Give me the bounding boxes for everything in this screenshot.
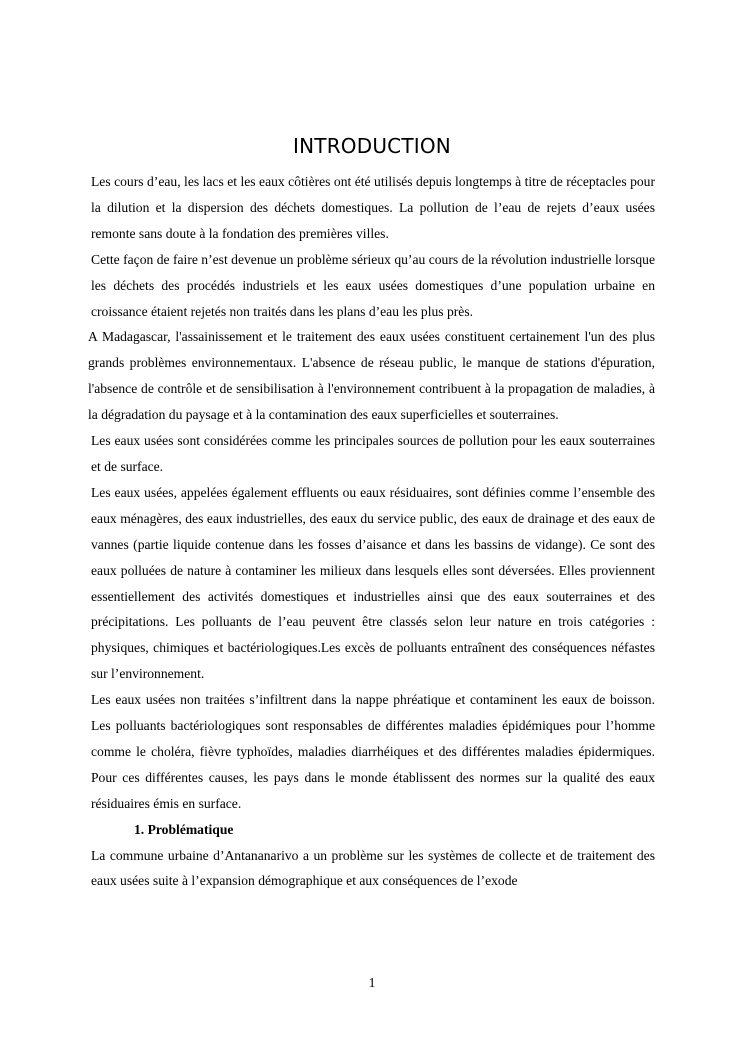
paragraph-3: A Madagascar, l'assainissement et le traitement des eaux usées constituent certainement l'un des plus grands problèmes environnementaux. L'absence de réseau public, le manque de stations d'épuration, l'absence de contrôle et de sensibilisation à l'environnement contribuent à la propagation de maladies, à la dégradation du paysage et à la contamination des eaux superficielles et souterraines.: [88, 329, 655, 423]
section-paragraph: La commune urbaine d’Antananarivo a un problème sur les systèmes de collecte et de traitement des eaux usées suite à l’expansion démographique et aux conséquences de l’exode: [91, 847, 655, 889]
paragraph-4: Les eaux usées sont considérées comme les principales sources de pollution pour les eaux souterraines et de surface.: [91, 433, 655, 474]
section-heading: 1. Problématique: [134, 821, 234, 837]
paragraph-1: Les cours d’eau, les lacs et les eaux côtières ont été utilisés depuis longtemps à titre de réceptacles pour la dilution et la dispersion des déchets domestiques. La pollution de l’eau de rejets d’eaux usées remonte sans doute à la fondation des premières villes.: [91, 174, 655, 241]
paragraph-6: Les eaux usées non traitées s’infiltrent dans la nappe phréatique et contaminent les eaux de boisson. Les polluants bactériologiques sont responsables de différentes maladies épidémiques pour l’homme comme le choléra, fièvre typhoïdes, maladies diarrhéiques et des différentes maladies épidermiques. Pour ces différentes causes, les pays dans le monde établissent des normes sur la qualité des eaux résiduaires émis en surface.: [91, 692, 655, 811]
page-title: INTRODUCTION: [293, 134, 451, 158]
body-text: [88, 169, 655, 894]
paragraph-2: Cette façon de faire n’est devenue un problème sérieux qu’au cours de la révolution industrielle lorsque les déchets des procédés industriels et les eaux usées domestiques d’une population urbaine en croissance étaient rejetés non traités dans les plans d’eau les plus près.: [91, 251, 655, 319]
page-number: 1: [368, 975, 376, 990]
paragraph-5: Les eaux usées, appelées également effluents ou eaux résiduaires, sont définies comme l’ensemble des eaux ménagères, des eaux industrielles, des eaux du service public, des eaux de drainage et des eaux de vannes (partie liquide contenue dans les fosses d’aisance et dans les bassins de vidange). Ce sont des eaux polluées de nature à contaminer les milieux dans lesquels elles sont déversées. Elles proviennent essentiellement des activités domestiques et industrielles ainsi que des eaux souterraines et des précipitations. Les polluants de l’eau peuvent être classés selon leur nature en trois catégories : physiques, chimiques et bactériologiques.Les excès de polluants entraînent des conséquences néfastes sur l’environnement.: [91, 484, 655, 682]
